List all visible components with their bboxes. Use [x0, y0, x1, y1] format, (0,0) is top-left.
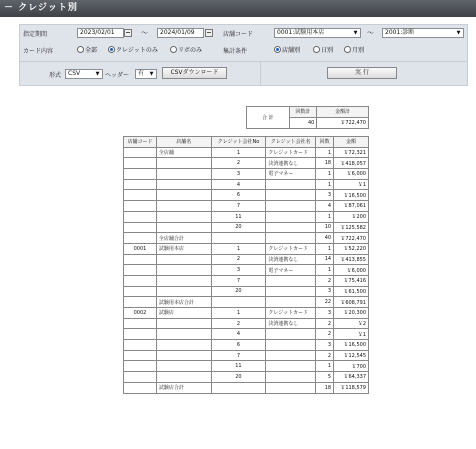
cell-credit-name: 電子マネー — [266, 169, 316, 180]
calendar-icon[interactable] — [205, 29, 213, 37]
cell-amount: ￥1 — [334, 329, 369, 340]
table-row — [124, 286, 369, 297]
cell-credit-name: 決済連携なし — [266, 254, 316, 265]
chevron-down-icon: ▼ — [456, 30, 461, 36]
cell-count: 2 — [316, 350, 334, 361]
cell-store-name: 試験用本店 — [156, 243, 211, 254]
cell-count: 4 — [316, 201, 334, 212]
cell-credit-no: 11 — [211, 361, 266, 372]
cell-store-code — [124, 158, 157, 169]
cell-amount: ￥700 — [334, 361, 369, 372]
cell-credit-name — [266, 372, 316, 383]
cell-store-code — [124, 169, 157, 180]
divider — [20, 61, 467, 62]
filter-panel — [19, 24, 468, 86]
radio-selected-icon — [274, 46, 281, 53]
cell-credit-no — [211, 233, 266, 244]
cell-store-code — [124, 382, 157, 393]
cell-credit-name: 決済連携なし — [266, 318, 316, 329]
cell-store-name — [156, 361, 211, 372]
cell-count: 1 — [316, 211, 334, 222]
radio-icon — [77, 46, 84, 53]
header-count: 回数 — [316, 137, 334, 148]
cell-amount: ￥1 — [334, 179, 369, 190]
header-amount: 金額 — [334, 137, 369, 148]
cell-count: 5 — [316, 372, 334, 383]
cell-count: 3 — [316, 308, 334, 319]
summary-count: 40 — [289, 117, 317, 128]
date-to-input[interactable]: 2024/01/09 — [157, 28, 204, 38]
cell-store-name: 試験用本店合計 — [156, 297, 211, 308]
radio-label: 全部 — [85, 47, 98, 54]
cell-count: 3 — [316, 340, 334, 351]
cell-credit-name: クレジットカード — [266, 147, 316, 158]
cell-store-name: 試験店合計 — [156, 382, 211, 393]
cell-credit-name — [266, 275, 316, 286]
header-label: ヘッダー — [105, 72, 130, 79]
period-label: 指定期間 — [23, 31, 48, 38]
cell-amount: ￥722,470 — [334, 233, 369, 244]
cell-store-code — [124, 222, 157, 233]
cell-store-code — [124, 318, 157, 329]
cell-credit-name — [266, 286, 316, 297]
cell-store-name — [156, 222, 211, 233]
table-row — [124, 190, 369, 201]
cell-credit-no: 1 — [211, 243, 266, 254]
format-select[interactable] — [65, 69, 103, 79]
cell-amount: ￥20,300 — [334, 308, 369, 319]
store-to-value: 2001:診断 — [385, 29, 415, 36]
table-row — [124, 222, 369, 233]
cell-store-code — [124, 265, 157, 276]
cell-count: 2 — [316, 275, 334, 286]
cell-store-code — [124, 179, 157, 190]
table-row — [124, 158, 369, 169]
radio-icon — [313, 46, 320, 53]
cell-store-code: 0001 — [124, 243, 157, 254]
cell-amount: ￥16,500 — [334, 190, 369, 201]
date-from-input[interactable]: 2023/02/01 — [77, 28, 124, 38]
cell-count: 1 — [316, 361, 334, 372]
cell-count: 1 — [316, 265, 334, 276]
cell-count: 22 — [316, 297, 334, 308]
agg-label: 集計条件 — [223, 48, 248, 55]
cell-credit-no: 7 — [211, 201, 266, 212]
cell-credit-name — [266, 233, 316, 244]
radio-agg-month[interactable] — [344, 45, 364, 54]
cell-credit-no: 1 — [211, 147, 266, 158]
cell-credit-no: 6 — [211, 340, 266, 351]
csv-download-button[interactable]: CSVダウンロード — [162, 67, 227, 79]
cell-amount: ￥2 — [334, 318, 369, 329]
table-row — [124, 297, 369, 308]
cell-credit-name: クレジットカード — [266, 308, 316, 319]
cell-credit-no: 4 — [211, 179, 266, 190]
cell-store-code — [124, 275, 157, 286]
cell-store-code — [124, 190, 157, 201]
radio-label: クレジットのみ — [116, 47, 158, 54]
cell-store-code — [124, 372, 157, 383]
radio-card-revo-only[interactable] — [170, 45, 202, 54]
cell-amount: ￥118,579 — [334, 382, 369, 393]
cell-amount: ￥608,791 — [334, 297, 369, 308]
table-row — [124, 372, 369, 383]
chevron-down-icon: ▼ — [149, 71, 154, 77]
cell-credit-name — [266, 297, 316, 308]
cell-count: 18 — [316, 158, 334, 169]
table-row — [124, 254, 369, 265]
cell-count: 1 — [316, 243, 334, 254]
cell-store-code — [124, 286, 157, 297]
radio-label: 月別 — [352, 47, 365, 54]
cell-amount: ￥200 — [334, 211, 369, 222]
cell-store-name: 試験店 — [156, 308, 211, 319]
cell-credit-no: 20 — [211, 286, 266, 297]
cell-amount: ￥64,337 — [334, 372, 369, 383]
cell-count: 2 — [316, 318, 334, 329]
table-row — [124, 211, 369, 222]
format-label: 形式 — [49, 72, 62, 79]
cell-store-name — [156, 158, 211, 169]
cell-credit-no: 7 — [211, 350, 266, 361]
cell-store-code — [124, 201, 157, 212]
cell-credit-no: 4 — [211, 329, 266, 340]
cell-store-code — [124, 147, 157, 158]
cell-credit-name — [266, 329, 316, 340]
cell-amount: ￥6,000 — [334, 169, 369, 180]
cell-store-code: 0002 — [124, 308, 157, 319]
header-credit-no: クレジット会社No — [211, 137, 266, 148]
cell-credit-no: 1 — [211, 308, 266, 319]
radio-card-all[interactable] — [77, 45, 97, 54]
cell-store-name: 全店舗合計 — [156, 233, 211, 244]
calendar-icon[interactable] — [124, 29, 132, 37]
cell-credit-no: 7 — [211, 275, 266, 286]
cell-count: 2 — [316, 329, 334, 340]
cell-amount: ￥125,582 — [334, 222, 369, 233]
cell-credit-name — [266, 190, 316, 201]
divider — [260, 62, 261, 86]
cell-credit-name — [266, 201, 316, 212]
cell-store-name — [156, 211, 211, 222]
radio-icon — [344, 46, 351, 53]
table-row — [124, 201, 369, 212]
store-to-select[interactable] — [382, 28, 464, 38]
cell-credit-no: 20 — [211, 372, 266, 383]
cell-store-name — [156, 190, 211, 201]
cell-credit-name — [266, 340, 316, 351]
cell-store-code — [124, 350, 157, 361]
cell-store-name — [156, 286, 211, 297]
radio-selected-icon — [108, 46, 115, 53]
cell-count: 3 — [316, 190, 334, 201]
table-header-row — [124, 137, 369, 148]
cell-credit-name — [266, 179, 316, 190]
cell-amount: ￥16,500 — [334, 340, 369, 351]
cell-count: 14 — [316, 254, 334, 265]
header-credit-name: クレジット会社名 — [266, 137, 316, 148]
table-row — [124, 265, 369, 276]
summary-amount: ￥722,470 — [317, 117, 369, 128]
cell-count: 1 — [316, 169, 334, 180]
tilde-separator: ～ — [367, 29, 374, 37]
page-title: － クレジット別 — [0, 0, 476, 17]
cell-store-name — [156, 179, 211, 190]
cell-store-code — [124, 329, 157, 340]
radio-icon — [170, 46, 177, 53]
cell-store-name — [156, 265, 211, 276]
cell-amount: ￥413,855 — [334, 254, 369, 265]
header-select[interactable] — [135, 69, 157, 79]
cell-count: 18 — [316, 382, 334, 393]
store-from-value: 0001:試験用本店 — [277, 29, 325, 36]
table-row — [124, 382, 369, 393]
cell-credit-no: 6 — [211, 190, 266, 201]
cell-store-name — [156, 350, 211, 361]
radio-card-credit-only[interactable] — [108, 45, 158, 54]
cell-store-name — [156, 201, 211, 212]
card-content-label: カード内容 — [23, 48, 54, 55]
cell-store-name — [156, 340, 211, 351]
cell-count: 1 — [316, 147, 334, 158]
cell-amount: ￥52,220 — [334, 243, 369, 254]
cell-credit-name: 電子マネー — [266, 265, 316, 276]
radio-agg-store[interactable] — [274, 45, 300, 54]
chevron-down-icon: ▼ — [95, 71, 100, 77]
cell-amount: ￥12,545 — [334, 350, 369, 361]
cell-store-code — [124, 233, 157, 244]
radio-label: 店舗別 — [282, 47, 301, 54]
cell-credit-no: 2 — [211, 158, 266, 169]
table-row — [124, 233, 369, 244]
table-row — [124, 243, 369, 254]
cell-store-code — [124, 361, 157, 372]
cell-store-name — [156, 254, 211, 265]
cell-credit-no: 2 — [211, 254, 266, 265]
cell-amount: ￥418,057 — [334, 158, 369, 169]
radio-agg-day[interactable] — [313, 45, 333, 54]
cell-amount: ￥75,416 — [334, 275, 369, 286]
cell-credit-name: クレジットカード — [266, 243, 316, 254]
table-row — [124, 179, 369, 190]
cell-credit-no: 3 — [211, 169, 266, 180]
format-value: CSV — [68, 70, 81, 77]
cell-credit-no: 3 — [211, 265, 266, 276]
table-row — [124, 308, 369, 319]
store-code-label: 店舗コード — [223, 31, 254, 38]
summary-label: 合 計 — [247, 107, 290, 129]
cell-credit-name — [266, 211, 316, 222]
cell-credit-name: 決済連携なし — [266, 158, 316, 169]
table-row — [124, 361, 369, 372]
cell-store-name — [156, 169, 211, 180]
table-row — [124, 318, 369, 329]
table-row — [124, 147, 369, 158]
radio-label: 日別 — [321, 47, 334, 54]
table-row — [124, 169, 369, 180]
table-row — [124, 340, 369, 351]
cell-credit-no — [211, 297, 266, 308]
store-from-select[interactable] — [274, 28, 361, 38]
summary-count-header: 回数計 — [289, 107, 317, 118]
header-store-name: 店舗名 — [156, 137, 211, 148]
cell-store-code — [124, 297, 157, 308]
summary-table — [246, 106, 369, 129]
table-row — [124, 329, 369, 340]
cell-credit-name — [266, 382, 316, 393]
header-store-code: 店舗コード — [124, 137, 157, 148]
cell-count: 3 — [316, 286, 334, 297]
cell-credit-name — [266, 361, 316, 372]
cell-store-code — [124, 211, 157, 222]
table-row — [124, 350, 369, 361]
cell-credit-no: 20 — [211, 222, 266, 233]
table-row — [124, 275, 369, 286]
cell-amount: ￥72,321 — [334, 147, 369, 158]
cell-store-name — [156, 318, 211, 329]
cell-store-code — [124, 254, 157, 265]
cell-credit-name — [266, 222, 316, 233]
cell-count: 1 — [316, 179, 334, 190]
credit-detail-table — [123, 136, 369, 394]
cell-store-code — [124, 340, 157, 351]
cell-store-name — [156, 275, 211, 286]
chevron-down-icon: ▼ — [353, 30, 358, 36]
cell-credit-no — [211, 382, 266, 393]
cell-store-name: 全店舗 — [156, 147, 211, 158]
header-value: 有 — [138, 70, 145, 77]
cell-store-name — [156, 372, 211, 383]
cell-amount: ￥87,061 — [334, 201, 369, 212]
cell-credit-no: 2 — [211, 318, 266, 329]
cell-amount: ￥6,000 — [334, 265, 369, 276]
cell-credit-no: 11 — [211, 211, 266, 222]
summary-amount-header: 金額計 — [317, 107, 369, 118]
tilde-separator: ～ — [141, 29, 148, 37]
cell-count: 40 — [316, 233, 334, 244]
run-button[interactable]: 実 行 — [327, 67, 397, 79]
cell-credit-name — [266, 350, 316, 361]
cell-count: 10 — [316, 222, 334, 233]
cell-store-name — [156, 329, 211, 340]
cell-amount: ￥61,500 — [334, 286, 369, 297]
radio-label: リボのみ — [178, 47, 203, 54]
